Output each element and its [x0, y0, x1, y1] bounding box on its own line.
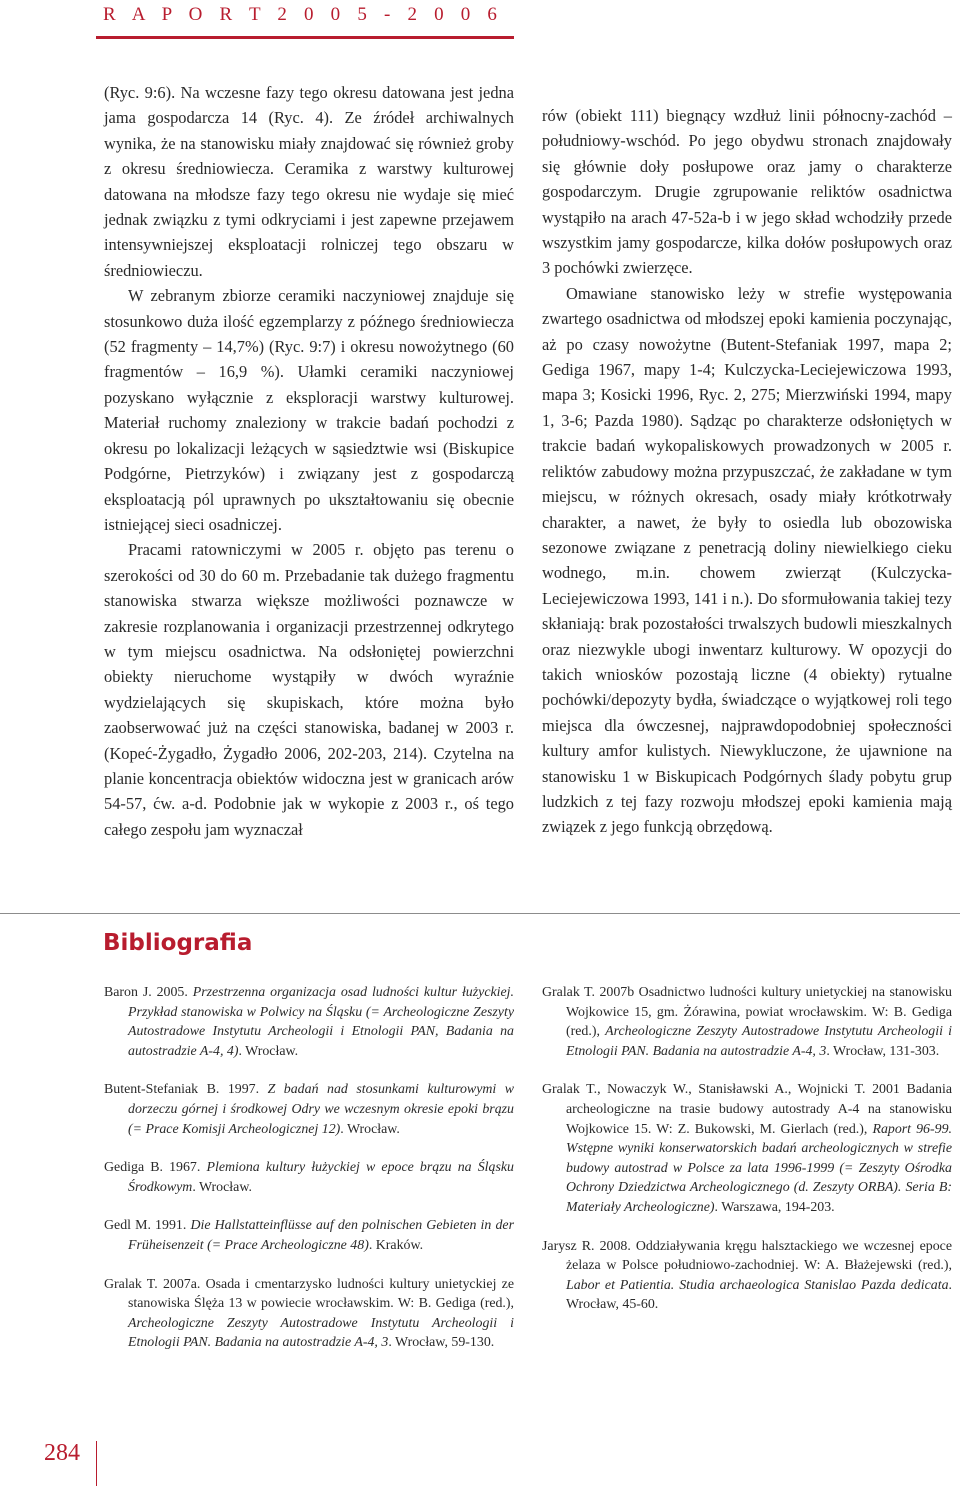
- header-rule: [96, 36, 514, 39]
- entry-publication: . Wrocław.: [192, 1179, 252, 1195]
- entry-publication: . Wrocław.: [238, 1043, 299, 1059]
- entry-publication: . Wrocław, 45-60.: [566, 1277, 952, 1313]
- body-column-right: [542, 103, 952, 840]
- body-paragraph: Omawiane stanowisko leży w strefie występowania zwartego osadnictwa od młodszej epoki kamienia poczynając, aż po czasy nowożytne (Butent-Stefaniak 1997, mapa 2; Gediga 1967, mapy 1-4; Kulczycka-Leciejewiczowa 1993, mapa 3; Kosicki 1996, Ryc. 2, 275; Mierzwiński 1994, mapy 1, 3-6; Pazda 1980). Sądząc po charakterze odsłoniętych w trakcie badań wykopaliskowych prowadzonych w 2005 r. reliktów zabudowy można przypuszczać, że zakładane w tym miejscu, w różnych okresach, osady miały krótkotrwały charakter, a nawet, że były to osiedla lub obozowiska sezonowe związane z penetracją doliny niewielkiego cieku wodnego, m.in. chowem zwierząt (Kulczycka-Leciejewiczowa 1993, 141 i n.). Do sformułowania takiej tezy skłaniają: brak pozostałości trwalszych budowli mieszkalnych oraz niezwykle ubogi inwentarz kulturowy. W opozycji do takich wniosków pozostają liczne (4 obiekty) rytualne pochówki/depozyty bydła, świadczące o wyjątkowej roli tego miejsca dla ówczesnej, najprawdopodobniej społeczności kultury amfor kulistych. Niewykluczone, że ujawnione na stanowisku 1 w Biskupicach Podgórnych ślady pobytu grup ludzkich z tej fazy rozwoju młodszej epoki kamienia mają związek z jego funkcją obrzędową.: [542, 283, 952, 837]
- page-number: 284: [44, 1440, 80, 1466]
- bibliography-entry: [104, 1275, 514, 1353]
- entry-title: Raport 96-99. Wstępne wyniki konserwatorskich badań archeologicznych w strefie budowy autostrad w Polsce za lata 1996-1999 (= Zeszyty Ośrodka Ochrony Dziedzictwa Archeologicznego (d. Zeszyty ORBA). Seria B: Materiały Archeologiczne): [566, 1121, 952, 1215]
- entry-title: Plemiona kultury łużyckiej w epoce brązu na Śląsku Środkowym: [128, 1160, 514, 1195]
- entry-publication: . Kraków.: [368, 1237, 424, 1253]
- entry-author: Gralak T., Nowaczyk W., Stanisławski A., Wojnicki T. 2001 Badania archeologiczne na trasie budowy autostrady A-4 na stanowisku Wojkowice 15. W: Z. Bukowski, M. Gierlach (red.),: [542, 1082, 952, 1137]
- entry-title: Archeologiczne Zeszyty Autostradowe Instytutu Archeologii i Etnologii PAN. Badania na autostradzie A-4, 3: [566, 1024, 952, 1059]
- bibliography-column-right: [542, 983, 952, 1334]
- entry-author: Butent-Stefaniak B. 1997.: [104, 1082, 268, 1098]
- entry-title: Przestrzenna organizacja osad ludności kultur łużyckiej. Przykład stanowiska w Polwicy na Śląsku (= Archeologiczne Zeszyty Autostradowe Instytutu Archeologii i Etnologii PAN, Badania na autostradzie A-4, 4): [128, 985, 515, 1059]
- bibliography-heading: Bibliografia: [103, 930, 253, 956]
- bibliography-column-left: [104, 983, 514, 1372]
- body-column-left: [104, 80, 514, 842]
- bibliography-entry: [542, 1080, 952, 1217]
- entry-author: Jarysz R. 2008. Oddziaływania kręgu halsztackiego we wczesnej epoce żelaza w Polsce południowo-zachodniej. W: A. Błażejewski (red.),: [542, 1238, 952, 1274]
- entry-title: Die Hallstatteinflüsse auf den polnischen Gebieten in der Frühеisenzeit (= Prace Archeologiczne 48): [128, 1218, 514, 1253]
- bibliography-entry: [104, 1158, 514, 1197]
- body-paragraph: rów (obiekt 111) biegnący wzdłuż linii północny-zachód – południowy-wschód. Po jego obydwu stronach znajdowały się głównie doły posłupowe oraz jamy o charakterze gospodarczym. Drugie zgrupowanie reliktów osadnictwa wystąpiło na arach 47-52a-b i w jego skład wchodziły przede wszystkim jamy gospodarcze, kilka dołów posłupowych oraz 3 pochówki zwierzęce.: [542, 106, 952, 278]
- body-paragraph: (Ryc. 9:6). Na wczesne fazy tego okresu datowana jest jedna jama gospodarcza 14 (Ryc. 4). Ze źródeł archiwalnych wynika, że na stanowisku miały znajdować się również groby z okresu średniowiecza. Ceramika z warstwy kulturowej datowana na młodsze fazy tego okresu nie wydaje się mieć jednak związku z tymi odkryciami i jest zapewne przejawem intensywniejszej eksploatacji rolniczej tego obszaru w średniowieczu.: [104, 83, 514, 280]
- entry-author: Baron J. 2005.: [104, 985, 193, 1000]
- body-paragraph: W zebranym zbiorze ceramiki naczyniowej znajduje się stosunkowo duża ilość egzemplarzy z późnego średniowiecza (52 fragmenty – 14,7%) (Ryc. 9:7) i okresu nowożytnego (60 fragmentów – 16,9 %). Ułamki ceramiki naczyniowej pozyskano wyłącznie z eksploracji warstwy kulturowej. Materiał ruchomy znaleziony w trakcie badań pochodzi z okresu po lokalizacji leżących w sąsiedztwie wsi (Biskupice Podgórne, Pietrzyków) i związany jest z gospodarczą eksploatacją pól uprawnych po ukształtowaniu się obecnie istniejącej sieci osadniczej.: [104, 286, 514, 534]
- section-divider: [0, 913, 960, 914]
- bibliography-entry: [104, 1080, 514, 1139]
- bibliography-entry: [104, 983, 514, 1061]
- running-header: R A P O R T 2 0 0 5 - 2 0 0 6: [103, 4, 504, 25]
- bibliography-entry: [104, 1216, 514, 1255]
- entry-title: Z badań nad stosunkami kulturowymi w dorzeczu górnej i środkowej Odry we wczesnym okresie epoki brązu (= Prace Komisji Archeologicznej 12): [128, 1082, 515, 1137]
- entry-publication: . Warszawa, 194-203.: [714, 1199, 835, 1215]
- entry-publication: . Wrocław, 131-303.: [826, 1043, 940, 1059]
- entry-author: Gedl M. 1991.: [104, 1218, 191, 1234]
- entry-author: Gediga B. 1967.: [104, 1160, 207, 1176]
- entry-publication: . Wrocław, 59-130.: [388, 1335, 495, 1351]
- entry-title: Archeologiczne Zeszyty Autostradowe Instytutu Archeologii i Etnologii PAN. Badania na autostradzie A-4, 3: [128, 1315, 514, 1351]
- bibliography-entry: [542, 983, 952, 1061]
- entry-title: Labor et Patientia. Studia archaeologica Stanislao Pazda dedicata: [566, 1277, 949, 1293]
- entry-author: Gralak T. 2007b Osadnictwo ludności kultury unietyckiej na stanowisku Wojkowice 15, gm. Żórawina, powiat wrocławskim. W: B. Gediga (red.),: [542, 985, 952, 1040]
- page-number-rule: [96, 1441, 97, 1486]
- body-paragraph: Pracami ratowniczymi w 2005 r. objęto pas terenu o szerokości od 30 do 60 m. Przebadanie tak dużego fragmentu stanowiska stwarza większe możliwości poznawcze w zakresie rozplanowania i organizacji przestrzennej odkrytego w tym miejscu osadnictwa. Na odsłoniętej powierzchni obiekty nieruchome wystąpiły w dwóch wyraźnie wydzielających się skupiskach, które można było zaobserwować już na części stanowiska, badanej w 2003 r. (Kopeć-Żygadło, Żygadło 2006, 202-203, 214). Czytelna na planie koncentracja obiektów widoczna jest w granicach arów 54-57, ćw. a-d. Podobnie jak w wykopie z 2003 r., oś tego całego zespołu jam wyznaczał: [104, 540, 514, 839]
- entry-author: Gralak T. 2007a. Osada i cmentarzysko ludności kultury unietyckiej ze stanowiska Ślęża 13 w powiecie wrocławskim. W: B. Gediga (red.),: [104, 1276, 514, 1312]
- entry-publication: . Wrocław.: [340, 1121, 400, 1137]
- bibliography-entry: [542, 1237, 952, 1315]
